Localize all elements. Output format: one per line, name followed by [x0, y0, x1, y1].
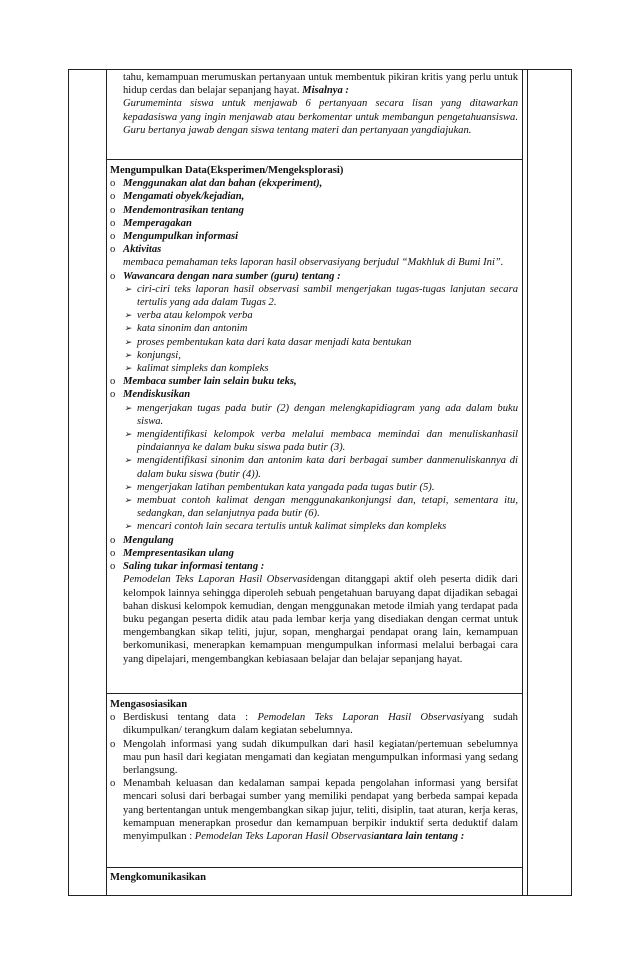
- example-label: Misalnya :: [302, 85, 349, 97]
- list-item: o Mengulang: [110, 534, 174, 546]
- sub-item: ➢ mengerjakan latihan pembentukan kata yangada pada tugas butir (5).: [124, 481, 435, 493]
- questioning-block: [106, 70, 522, 159]
- sub-item: ➢ verba atau kelompok verba: [124, 310, 253, 322]
- list-item: o Berdiskusi tentang data : Pemodelan Teks Laporan Hasil Observasiyang sudah dikumpulkan/ terangkum dalam kegiatan sebelumnya.: [110, 712, 518, 737]
- list-item: o Mendemontrasikan tentang: [110, 204, 244, 216]
- sub-item: ➢ mengidentifikasi sinonim dan antonim kata dari berbagai sumber danmenuliskannya di dalam buku siswa (butir (4)).: [124, 455, 518, 480]
- sub-item: ➢ mencari contoh lain secara tertulis untuk kalimat simpleks dan kompleks: [124, 521, 447, 533]
- sub-item: ➢ proses pembentukan kata dari kata dasar menjadi kata bentukan: [124, 336, 412, 348]
- row-separator: [106, 867, 522, 868]
- communication-block: [106, 868, 522, 886]
- row-separator: [106, 693, 522, 694]
- activity-text: membaca pemahaman teks laporan hasil observasiyang berjudul “Makhluk di Bumi Ini”.: [123, 257, 504, 269]
- list-item: o Mempresentasikan ulang: [110, 547, 234, 559]
- list-item: o Mengumpulkan informasi: [110, 231, 239, 243]
- association-heading: Mengasosiasikan: [110, 699, 188, 710]
- list-item: o Mengamati obyek/kejadian,: [110, 191, 245, 203]
- list-item-exchange: o Saling tukar informasi tentang : Pemodelan Teks Laporan Hasil Observasidengan ditanggapi aktif oleh peserta didik dari kelompok lainnya sehingga diperoleh sebuah pengetahuan baruyang dapat dijadikan sebagai bahan diskusi kelompok kemudian, dengan menggunakan metode ilmiah yang terdapat pada buku pegangan peserta didik atau pada lembar kerja yang disediakan dengan cermat untuk mengembangkan sikap teliti, jujur, sopan, menghargai pendapat orang lain, kemampuan berkomunikasi, menerapkan kemampuan mengumpulkan informasi melalui berbagai cara yang dipelajari, mengembangkan kebiasaan belajar dan belajar sepanjang hayat.: [110, 561, 518, 665]
- list-item: o Membaca sumber lain selain buku teks,: [110, 376, 297, 388]
- sub-item: ➢ kata sinonim dan antonim: [124, 323, 248, 335]
- list-item: o Mengolah informasi yang sudah dikumpulkan dari hasil kegiatan/pertemuan sebelumnya mau pun hasil dari kegiatan mengamati dan kegiatan mengumpulkan informasi yang sedang berlangsung.: [110, 738, 518, 777]
- sub-item: ➢ konjungsi,: [124, 349, 181, 361]
- list-item-interview: o Wawancara dengan nara sumber (guru) tentang :: [110, 270, 341, 282]
- column-divider-right: [522, 69, 523, 896]
- questioning-text: tahu, kemampuan merumuskan pertanyaan untuk membentuk pikiran kritis yang perlu untuk hidup cerdas dan belajar sepanjang hayat.: [123, 72, 518, 97]
- association-block: [106, 694, 522, 867]
- list-item: o Memperagakan: [110, 217, 192, 229]
- row-separator: [106, 159, 522, 160]
- activity-cell: [106, 70, 522, 886]
- sub-item: ➢ ciri-ciri teks laporan hasil observasi sambil mengerjakan tugas-tugas lanjutan secara tertulis yang ada dalam Tugas 2.: [124, 283, 518, 309]
- exchange-text: Pemodelan Teks Laporan Hasil Observasidengan ditanggapi aktif oleh peserta didik dari kelompok lainnya sehingga diperoleh sebuah pengetahuan baruyang dapat dijadikan sebagai bahan diskusi kelompok kemudian, dengan menggunakan metode ilmiah yang terdapat pada buku pegangan peserta didik atau pada lembar kerja yang disediakan dengan cermat untuk mengembangkan sikap teliti, jujur, sopan, menghargai pendapat orang lain, kemampuan berkomunikasi, menerapkan kemampuan mengumpulkan informasi melalui berbagai cara yang dipelajari, mengembangkan kebiasaan belajar dan belajar sepanjang hayat.: [123, 574, 518, 665]
- sub-item: ➢ mengerjakan tugas pada butir (2) dengan melengkapidiagram yang ada dalam buku siswa.: [124, 402, 518, 427]
- sub-item: ➢ kalimat simpleks dan kompleks: [124, 363, 269, 375]
- list-item: o Menambah keluasan dan kedalaman sampai kepada pengolahan informasi yang bersifat mencari solusi dari berbagai sumber yang memiliki pendapat yang berbeda sampai kepada yang bertentangan untuk mengembangkan sikap jujur, teliti, disiplin, taat aturan, kerja keras, kemampuan menerapkan prosedur dan kemampuan berpikir induktif serta deduktif dalam menyimpulkan : Pemodelan Teks Laporan Hasil Observasiantara lain tentang :: [110, 778, 518, 843]
- data-collection-heading: Mengumpulkan Data(Eksperimen/Mengeksplorasi): [110, 165, 344, 176]
- list-item: o Mendiskusikan: [110, 389, 191, 401]
- communication-heading: Mengkomunikasikan: [110, 872, 206, 883]
- data-collection-block: [106, 160, 522, 693]
- example-text: Gurumeminta siswa untuk menjawab 6 pertanyaan secara lisan yang ditawarkan kepadasiswa yang ingin menjawab atau berkomentar untuk membangun pengetahuansiswa. Guru bertanya jawab dengan siswa tentang materi dan pertanyaan yangdiajukan.: [123, 98, 518, 136]
- column-divider-right-inner: [527, 69, 528, 896]
- list-item: o Aktivitas membaca pemahaman teks laporan hasil observasiyang berjudul “Makhluk di Bumi Ini”.: [110, 244, 504, 269]
- sub-item: ➢ membuat contoh kalimat dengan menggunakankonjungsi dan, tetapi, sementara itu, sedangkan, dan selanjutnya pada butir (6).: [124, 495, 518, 520]
- list-item: o Menggunakan alat dan bahan (ekxperiment),: [110, 178, 323, 190]
- sub-item: ➢ mengidentifikasi kelompok verba melalui membaca memindai dan menuliskanhasil pindaiannya ke dalam buku siswa pada butir (3).: [124, 429, 518, 454]
